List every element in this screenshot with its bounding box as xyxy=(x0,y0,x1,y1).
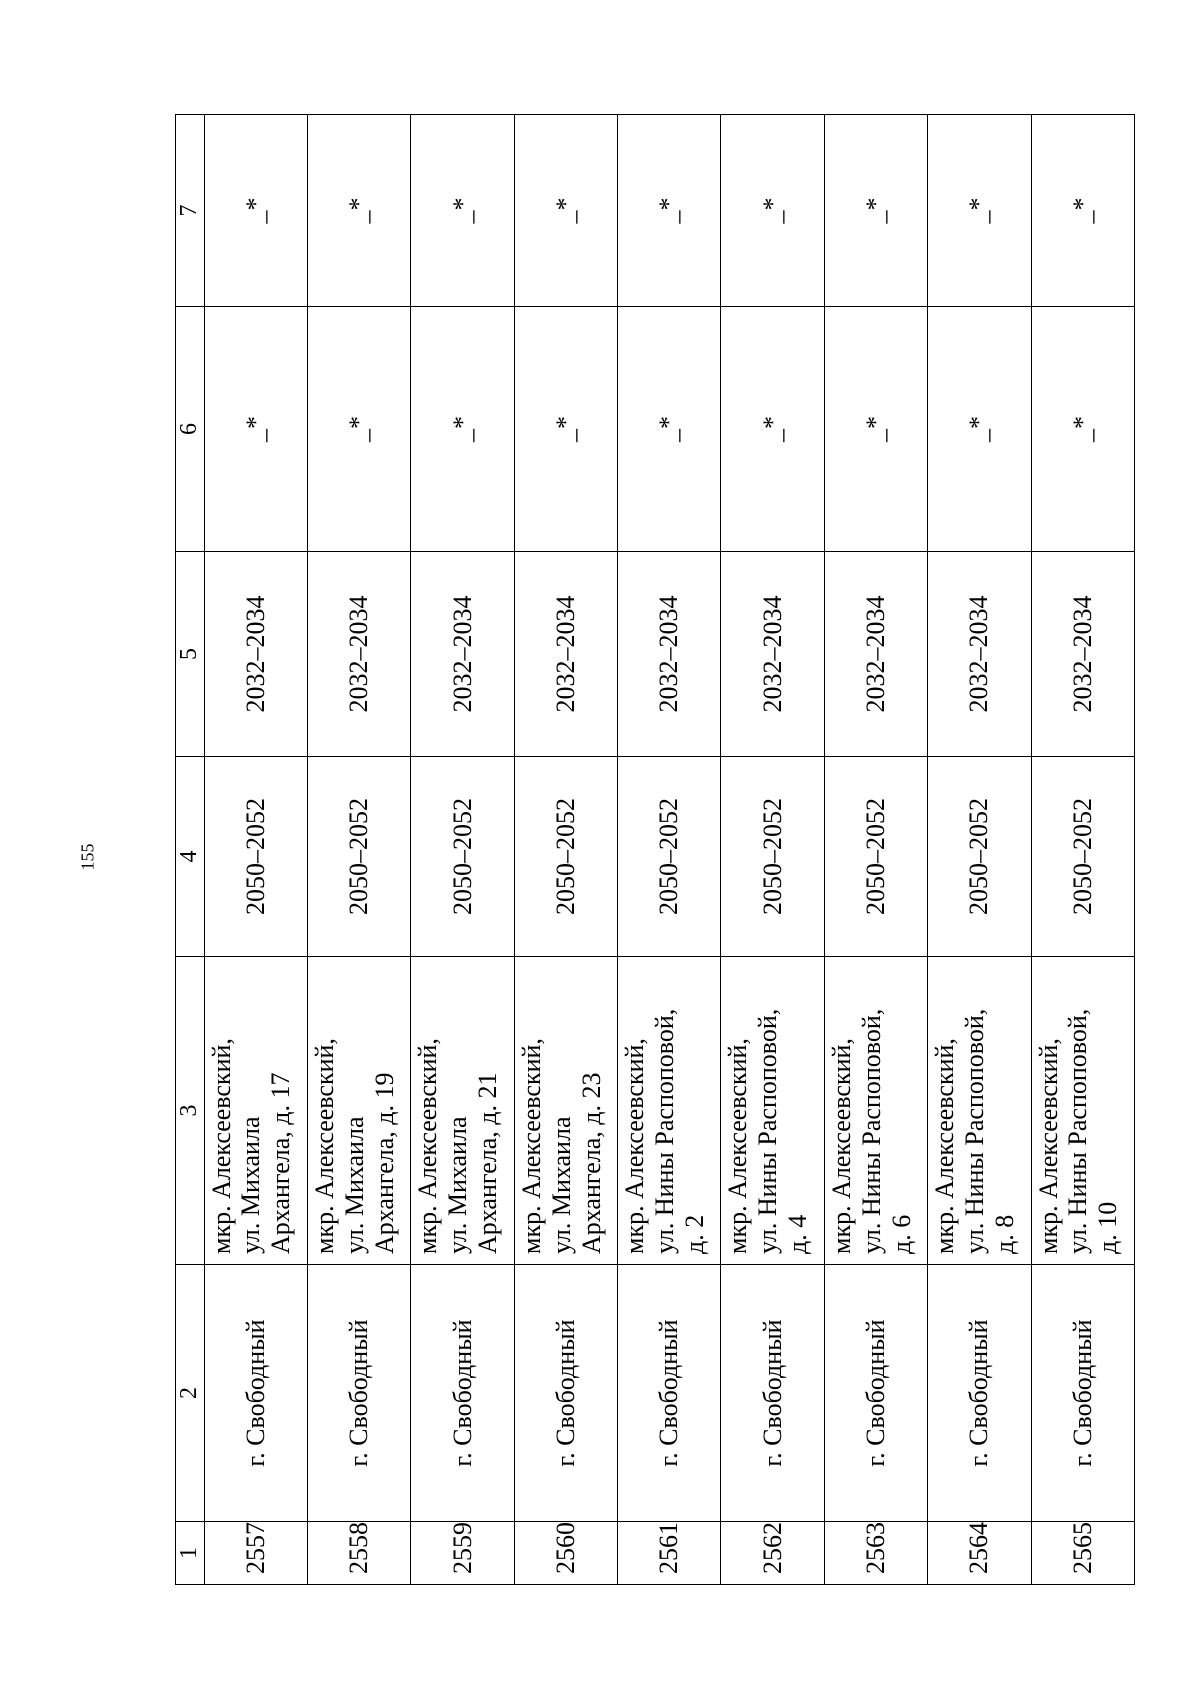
address-cell xyxy=(618,957,721,1265)
address-line: мкр. Алексеевский, xyxy=(723,1038,753,1254)
address-line: мкр. Алексеевский, xyxy=(516,1038,546,1254)
period-cell: 2050–2052 xyxy=(307,757,410,957)
value-cell: _* xyxy=(204,307,307,552)
table-row xyxy=(721,115,824,1585)
city-cell: г. Свободный xyxy=(721,1265,824,1522)
value-cell: _* xyxy=(618,115,721,307)
address-line: ул. Нины Распоповой, xyxy=(960,1008,990,1254)
address-cell xyxy=(307,957,410,1265)
value-cell: _* xyxy=(307,307,410,552)
address-cell xyxy=(824,957,927,1265)
address-cell xyxy=(204,957,307,1265)
period-cell: 2050–2052 xyxy=(618,757,721,957)
row-number-cell: 2558 xyxy=(307,1522,410,1585)
row-number-cell: 2563 xyxy=(824,1522,927,1585)
address-line: д. 2 xyxy=(679,1214,709,1254)
address-cell xyxy=(1031,957,1134,1265)
value-cell: _* xyxy=(928,115,1031,307)
address-line: Архангела, д. 19 xyxy=(369,1072,399,1254)
row-number-cell: 2561 xyxy=(618,1522,721,1585)
period-cell: 2050–2052 xyxy=(928,757,1031,957)
table-row xyxy=(204,115,307,1585)
address-cell xyxy=(721,957,824,1265)
period-cell: 2050–2052 xyxy=(411,757,514,957)
value-cell: _* xyxy=(824,307,927,552)
value-cell: _* xyxy=(721,115,824,307)
row-number-cell: 2565 xyxy=(1031,1522,1134,1585)
address-line: ул. Михаила xyxy=(546,1116,576,1254)
column-header: 2 xyxy=(176,1265,205,1522)
city-cell: г. Свободный xyxy=(204,1265,307,1522)
address-line: Архангела, д. 23 xyxy=(576,1072,606,1254)
period-cell: 2050–2052 xyxy=(1031,757,1134,957)
period-cell: 2032–2034 xyxy=(514,552,617,757)
address-line: ул. Михаила xyxy=(339,1116,369,1254)
period-cell: 2032–2034 xyxy=(928,552,1031,757)
address-line: мкр. Алексеевский, xyxy=(413,1038,443,1254)
table-row xyxy=(514,115,617,1585)
address-line: ул. Нины Распоповой, xyxy=(649,1008,679,1254)
period-cell: 2032–2034 xyxy=(1031,552,1134,757)
period-cell: 2050–2052 xyxy=(721,757,824,957)
value-cell: _* xyxy=(721,307,824,552)
address-line: д. 10 xyxy=(1093,1201,1123,1254)
period-cell: 2032–2034 xyxy=(204,552,307,757)
address-line: мкр. Алексеевский, xyxy=(930,1038,960,1254)
row-number-cell: 2564 xyxy=(928,1522,1031,1585)
city-cell: г. Свободный xyxy=(307,1265,410,1522)
row-number-cell: 2559 xyxy=(411,1522,514,1585)
period-cell: 2050–2052 xyxy=(514,757,617,957)
address-line: мкр. Алексеевский, xyxy=(309,1038,339,1254)
period-cell: 2032–2034 xyxy=(721,552,824,757)
table-row xyxy=(411,115,514,1585)
address-line: д. 6 xyxy=(886,1214,916,1254)
table-row xyxy=(307,115,410,1585)
table-body xyxy=(176,115,1135,1585)
city-cell: г. Свободный xyxy=(824,1265,927,1522)
period-cell: 2032–2034 xyxy=(307,552,410,757)
value-cell: _* xyxy=(307,115,410,307)
column-header: 5 xyxy=(176,552,205,757)
address-line: ул. Нины Распоповой, xyxy=(856,1008,886,1254)
address-cell xyxy=(411,957,514,1265)
period-cell: 2032–2034 xyxy=(411,552,514,757)
column-header: 3 xyxy=(176,957,205,1265)
city-cell: г. Свободный xyxy=(618,1265,721,1522)
row-number-cell: 2557 xyxy=(204,1522,307,1585)
period-cell: 2032–2034 xyxy=(824,552,927,757)
column-header: 4 xyxy=(176,757,205,957)
value-cell: _* xyxy=(411,115,514,307)
period-cell: 2032–2034 xyxy=(618,552,721,757)
address-line: ул. Михаила xyxy=(236,1116,266,1254)
table-row xyxy=(824,115,927,1585)
value-cell: _* xyxy=(824,115,927,307)
column-header: 7 xyxy=(176,115,205,307)
value-cell: _* xyxy=(411,307,514,552)
value-cell: _* xyxy=(514,115,617,307)
address-line: ул. Михаила xyxy=(443,1116,473,1254)
address-line: д. 4 xyxy=(783,1214,813,1254)
header-row xyxy=(176,115,205,1585)
address-line: мкр. Алексеевский, xyxy=(1033,1038,1063,1254)
table-row xyxy=(1031,115,1134,1585)
period-cell: 2050–2052 xyxy=(204,757,307,957)
value-cell: _* xyxy=(204,115,307,307)
row-number-cell: 2560 xyxy=(514,1522,617,1585)
address-line: мкр. Алексеевский, xyxy=(206,1038,236,1254)
city-cell: г. Свободный xyxy=(411,1265,514,1522)
city-cell: г. Свободный xyxy=(928,1265,1031,1522)
address-cell xyxy=(928,957,1031,1265)
address-line: Архангела, д. 17 xyxy=(266,1072,296,1254)
address-line: мкр. Алексеевский, xyxy=(620,1038,650,1254)
period-cell: 2050–2052 xyxy=(824,757,927,957)
value-cell: _* xyxy=(1031,307,1134,552)
address-line: ул. Нины Распоповой, xyxy=(753,1008,783,1254)
address-line: мкр. Алексеевский, xyxy=(826,1038,856,1254)
data-table xyxy=(175,114,1135,1585)
address-line: д. 8 xyxy=(990,1214,1019,1254)
address-line: ул. Нины Распоповой, xyxy=(1063,1008,1093,1254)
column-header: 6 xyxy=(176,307,205,552)
row-number-cell: 2562 xyxy=(721,1522,824,1585)
column-header: 1 xyxy=(176,1522,205,1585)
table-row xyxy=(928,115,1031,1585)
address-cell xyxy=(514,957,617,1265)
city-cell: г. Свободный xyxy=(514,1265,617,1522)
table-row xyxy=(618,115,721,1585)
rotated-table-container xyxy=(175,115,1135,1585)
page-number: 155 xyxy=(77,843,98,871)
value-cell: _* xyxy=(928,307,1031,552)
address-line: Архангела, д. 21 xyxy=(473,1072,503,1254)
value-cell: _* xyxy=(1031,115,1134,307)
value-cell: _* xyxy=(514,307,617,552)
value-cell: _* xyxy=(618,307,721,552)
city-cell: г. Свободный xyxy=(1031,1265,1134,1522)
